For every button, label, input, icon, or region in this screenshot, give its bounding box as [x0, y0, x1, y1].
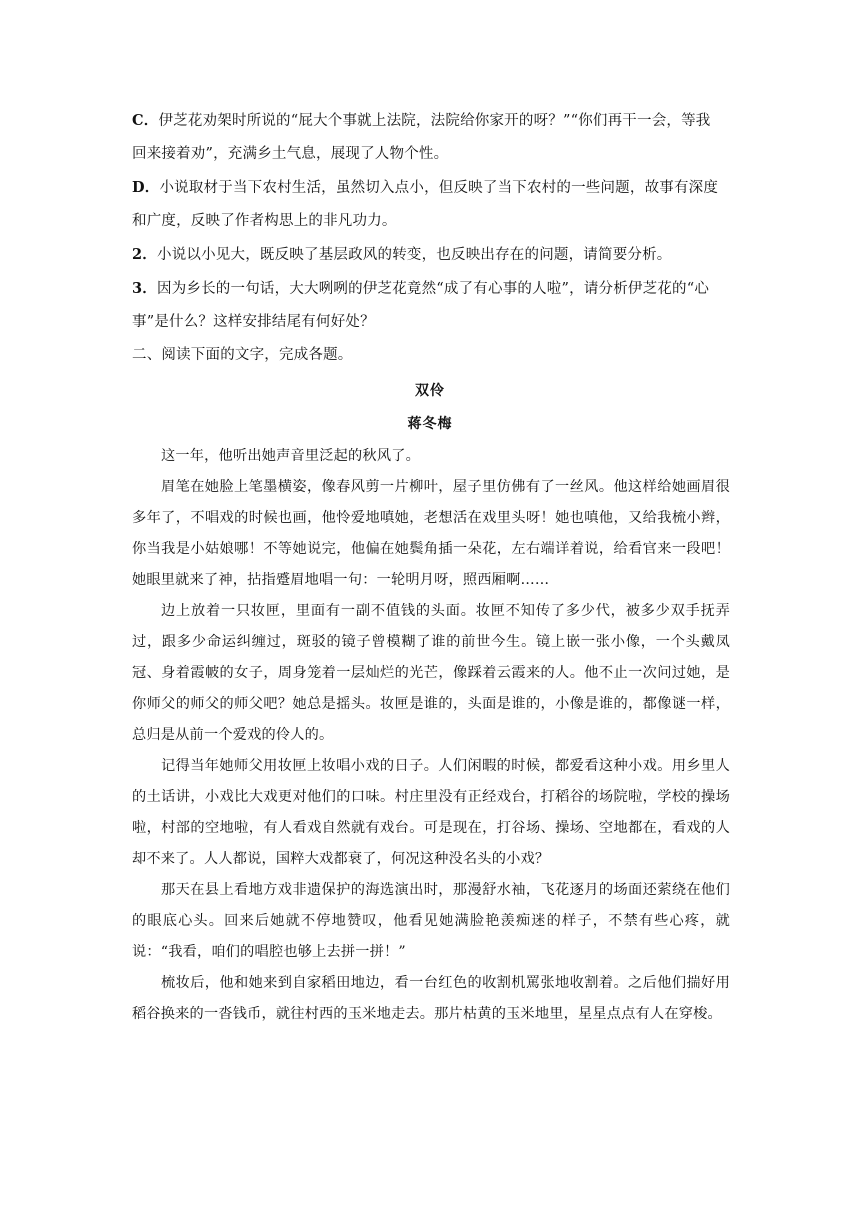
story-paragraph: 眉笔在她脸上笔墨横姿，像春风剪一片柳叶，屋子里仿佛有了一丝风。他这样给她画眉很多年了，不唱戏的时候也画，他怜爱地嗔她，老想活在戏里头呀！她也嗔他，又给我梳小辫，你当我是小姑娘哪！不等她说完，他偏在她鬓角插一朵花，左右端详着说，给看官来一段吧！她眼里就来了神，拈指蹙眉地唱一句：一轮明月呀，照西厢啊…… — [132, 479, 730, 588]
story-paragraph: 梳妆后，他和她来到自家稻田地边，看一台红色的收割机罵张地收割着。之后他们揣好用稻谷换来的一沓钱币，就往村西的玉米地走去。那片枯黄的玉米地里，星星点点有人在穿梭。 — [132, 975, 730, 1022]
item-label: 2． — [132, 246, 157, 263]
item-label: 3． — [132, 280, 157, 297]
question-3-line-2: 事”是什么？这样安排结尾有何好处？ — [132, 314, 375, 330]
option-d-line-2: 和广度，反映了作者构思上的非凡功力。 — [132, 213, 397, 229]
story-paragraph: 边上放着一只妆匣，里面有一副不值钱的头面。妆匣不知传了多少代，被多少双手抚弄过，跟多少命运纠缠过，斑驳的镜子曾模糊了谁的前世今生。镜上嵌一张小像，一个头戴凤冠、身着霞帔的女子，周身笼着一层灿烂的光芒，像踩着云霞来的人。他不止一次问过她，是你师父的师父的师父吧？她总是摇头。妆匣是谁的，头面是谁的，小像是谁的，都像谜一样，总归是从前一个爱戏的伶人的。 — [132, 603, 730, 743]
question-3-line-1: 3．因为乡长的一句话，大大咧咧的伊芝花竟然“成了有心事的人啦”，请分析伊芝花的“心 — [132, 280, 710, 297]
question-2: 2．小说以小见大，既反映了基层政风的转变，也反映出存在的问题，请简要分析。 — [132, 246, 672, 263]
option-c-line-1: C．伊芝花劝架时所说的“屁大个事就上法院，法院给你家开的呀？”“你们再干一会，等我 — [132, 112, 711, 129]
story-paragraph: 那天在县上看地方戏非遗保护的海选演出时，那漫舒水袖，飞花逐月的场面还萦绕在他们的眼底心头。回来后她就不停地赞叹，他看见她满脸艳羡痴迷的样子，不禁有些心疼，就说：“我看，咱们的唱腔也够上去拼一拼！” — [132, 882, 730, 960]
story-paragraph: 记得当年她师父用妆匣上妆唱小戏的日子。人们闲暇的时候，都爱看这种小戏。用乡里人的土话讲，小戏比大戏更对他们的口味。村庄里没有正经戏台，打稻谷的场院啦，学校的操场啦，村部的空地啦，有人看戏自然就有戏台。可是现在，打谷场、操场、空地都在，看戏的人却不来了。人人都说，国粹大戏都衰了，何况这种没名头的小戏？ — [132, 758, 730, 867]
questions-section — [132, 104, 730, 372]
story-author: 蒋冬梅 — [407, 416, 453, 432]
option-d-line-1: D．小说取材于当下农村生活，虽然切入点小，但反映了当下农村的一些问题，故事有深度 — [132, 179, 719, 196]
story-title: 双伶 — [415, 383, 445, 399]
story-body — [132, 441, 730, 1030]
story-paragraph: 这一年，他听出她声音里泛起的秋风了。 — [161, 448, 420, 464]
option-c-line-2: 回来接着劝”，充满乡土气息，展现了人物个性。 — [132, 146, 449, 162]
section-heading: 二、阅读下面的文字，完成各题。 — [132, 347, 353, 363]
item-label: C． — [132, 112, 159, 129]
item-label: D． — [132, 179, 160, 196]
